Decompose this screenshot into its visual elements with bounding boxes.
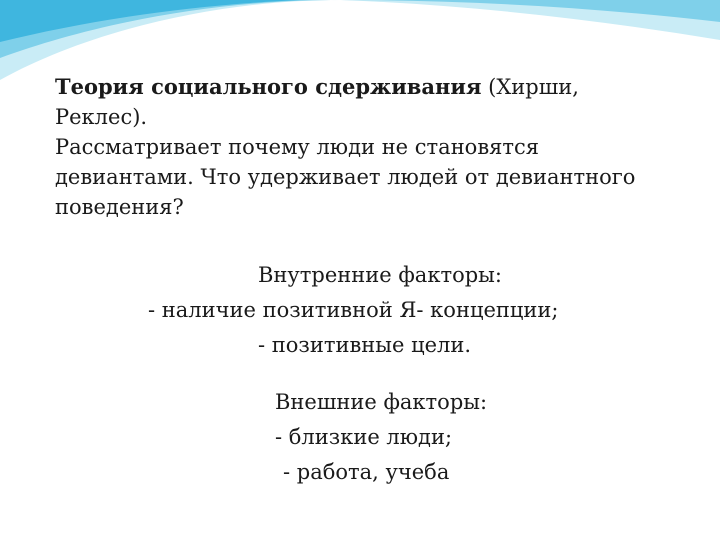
theory-authors-end: Реклес). <box>55 105 148 129</box>
external-factor-item: - близкие люди; <box>275 425 453 449</box>
theory-description-line-1: Рассматривает почему люди не становятся <box>55 135 540 159</box>
internal-factors-heading: Внутренние факторы: <box>258 263 502 287</box>
theory-title: Теория социального сдерживания <box>55 74 482 99</box>
internal-factors <box>148 258 558 363</box>
theory-authors-start: (Хирши, <box>481 75 579 99</box>
internal-factor-item: - наличие позитивной Я- концепции; <box>148 298 559 322</box>
theory-title-line <box>55 72 695 102</box>
internal-factor-item: - позитивные цели. <box>258 333 472 357</box>
external-factors <box>275 385 487 490</box>
theory-paragraph <box>55 72 695 222</box>
external-factor-item: - работа, учеба <box>283 460 450 484</box>
theory-description-line-3: поведения? <box>55 195 184 219</box>
external-factors-heading: Внешние факторы: <box>275 390 488 414</box>
theory-description-line-2: девиантами. Что удерживает людей от девиантного <box>55 165 636 189</box>
